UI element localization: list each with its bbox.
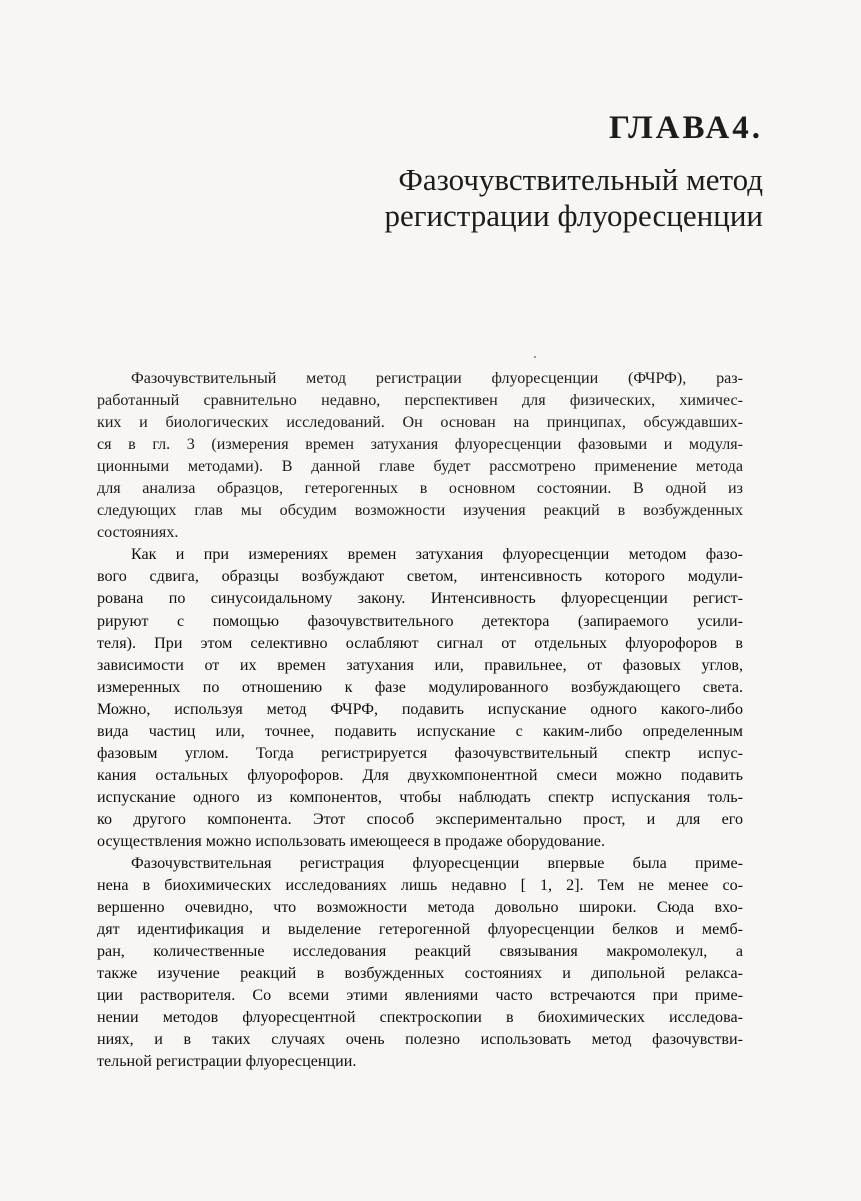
text-line: испускание одного из компонентов, чтобы наблюдать спектр испускания толь- (97, 788, 743, 806)
text-line: Фазочувствительный метод регистрации флуоресценции (ФЧРФ), раз- (131, 370, 743, 387)
text-line: зависимости от их времен затухания или, правильнее, от фазовых углов, (97, 656, 743, 674)
text-line: ран, количественные исследования реакций связывания макромолекул, а (97, 943, 743, 961)
text-line: ся в гл. 3 (измерения времен затухания флуоресценции фазовыми и модуля- (97, 436, 743, 454)
text-line: теля). При этом селективно ослабляют сигнал от отдельных флуорофоров в (97, 634, 743, 652)
chapter-title (203, 162, 763, 234)
text-line: ционными методами). В данной главе будет рассмотрено применение метода (97, 458, 743, 476)
text-line: ких и биологических исследований. Он основан на принципах, обсуждавших- (97, 414, 743, 432)
text-line: вида частиц или, точнее, подавить испускание с каким-либо определенным (97, 722, 743, 740)
text-line: вого сдвига, образцы возбуждают светом, интенсивность которого модули- (97, 568, 743, 586)
text-line: тельной регистрации флуоресценции. (97, 1053, 357, 1071)
text-line: осуществления можно использовать имеющееся в продаже оборудование. (97, 832, 605, 850)
paragraph-1 (97, 368, 743, 544)
chapter-title-line: Фазочувствительный метод (398, 162, 763, 197)
text-line: кания остальных флуорофоров. Для двухкомпонентной смеси можно подавить (97, 766, 743, 784)
text-line: работанный сравнительно недавно, перспективен для физических, химичес- (97, 392, 743, 410)
text-line: также изучение реакций в возбужденных состояниях и дипольной релакса- (97, 965, 743, 983)
text-line: Фазочувствительная регистрация флуоресценции впервые была приме- (131, 855, 743, 873)
chapter-title-line: регистрации флуоресценции (384, 198, 763, 233)
text-line: ции растворителя. Со всеми этими явлениями часто встречаются при приме- (97, 987, 743, 1005)
text-line: Можно, используя метод ФЧРФ, подавить испускание одного какого-либо (97, 700, 743, 718)
print-speck (534, 356, 536, 358)
text-line: нена в биохимических исследованиях лишь недавно [ 1, 2]. Тем не менее со- (97, 877, 743, 895)
text-line: следующих глав мы обсудим возможности изучения реакций в возбужденных (97, 502, 743, 520)
text-line: рируют с помощью фазочувствительного детектора (запираемого усили- (97, 612, 743, 630)
text-line: ниях, и в таких случаях очень полезно использовать метод фазочувстви- (97, 1031, 743, 1049)
paragraph-2 (97, 544, 743, 853)
paragraph-3 (97, 853, 743, 1073)
text-line: Как и при измерениях времен затухания флуоресценции методом фазо- (131, 546, 743, 564)
text-line: дят идентификация и выделение гетерогенной флуоресценции белков и мемб- (97, 921, 743, 939)
text-line: измеренных по отношению к фазе модулированного возбуждающего света. (97, 678, 743, 696)
text-line: вершенно очевидно, что возможности метода довольно широки. Сюда вхо- (97, 899, 743, 917)
text-line: нении методов флуоресцентной спектроскопии в биохимических исследова- (97, 1009, 743, 1027)
text-line: рована по синусоидальному закону. Интенсивность флуоресценции регист- (97, 590, 743, 608)
text-line: для анализа образцов, гетерогенных в основном состоянии. В одной из (97, 480, 743, 498)
chapter-body (97, 368, 743, 1074)
text-line: фазовым углом. Тогда регистрируется фазочувствительный спектр испус- (97, 744, 743, 762)
text-line: ко другого компонента. Этот способ экспериментально прост, и для его (97, 810, 743, 828)
text-line: состояниях. (97, 524, 179, 542)
chapter-label: ГЛАВА4. (609, 110, 763, 146)
